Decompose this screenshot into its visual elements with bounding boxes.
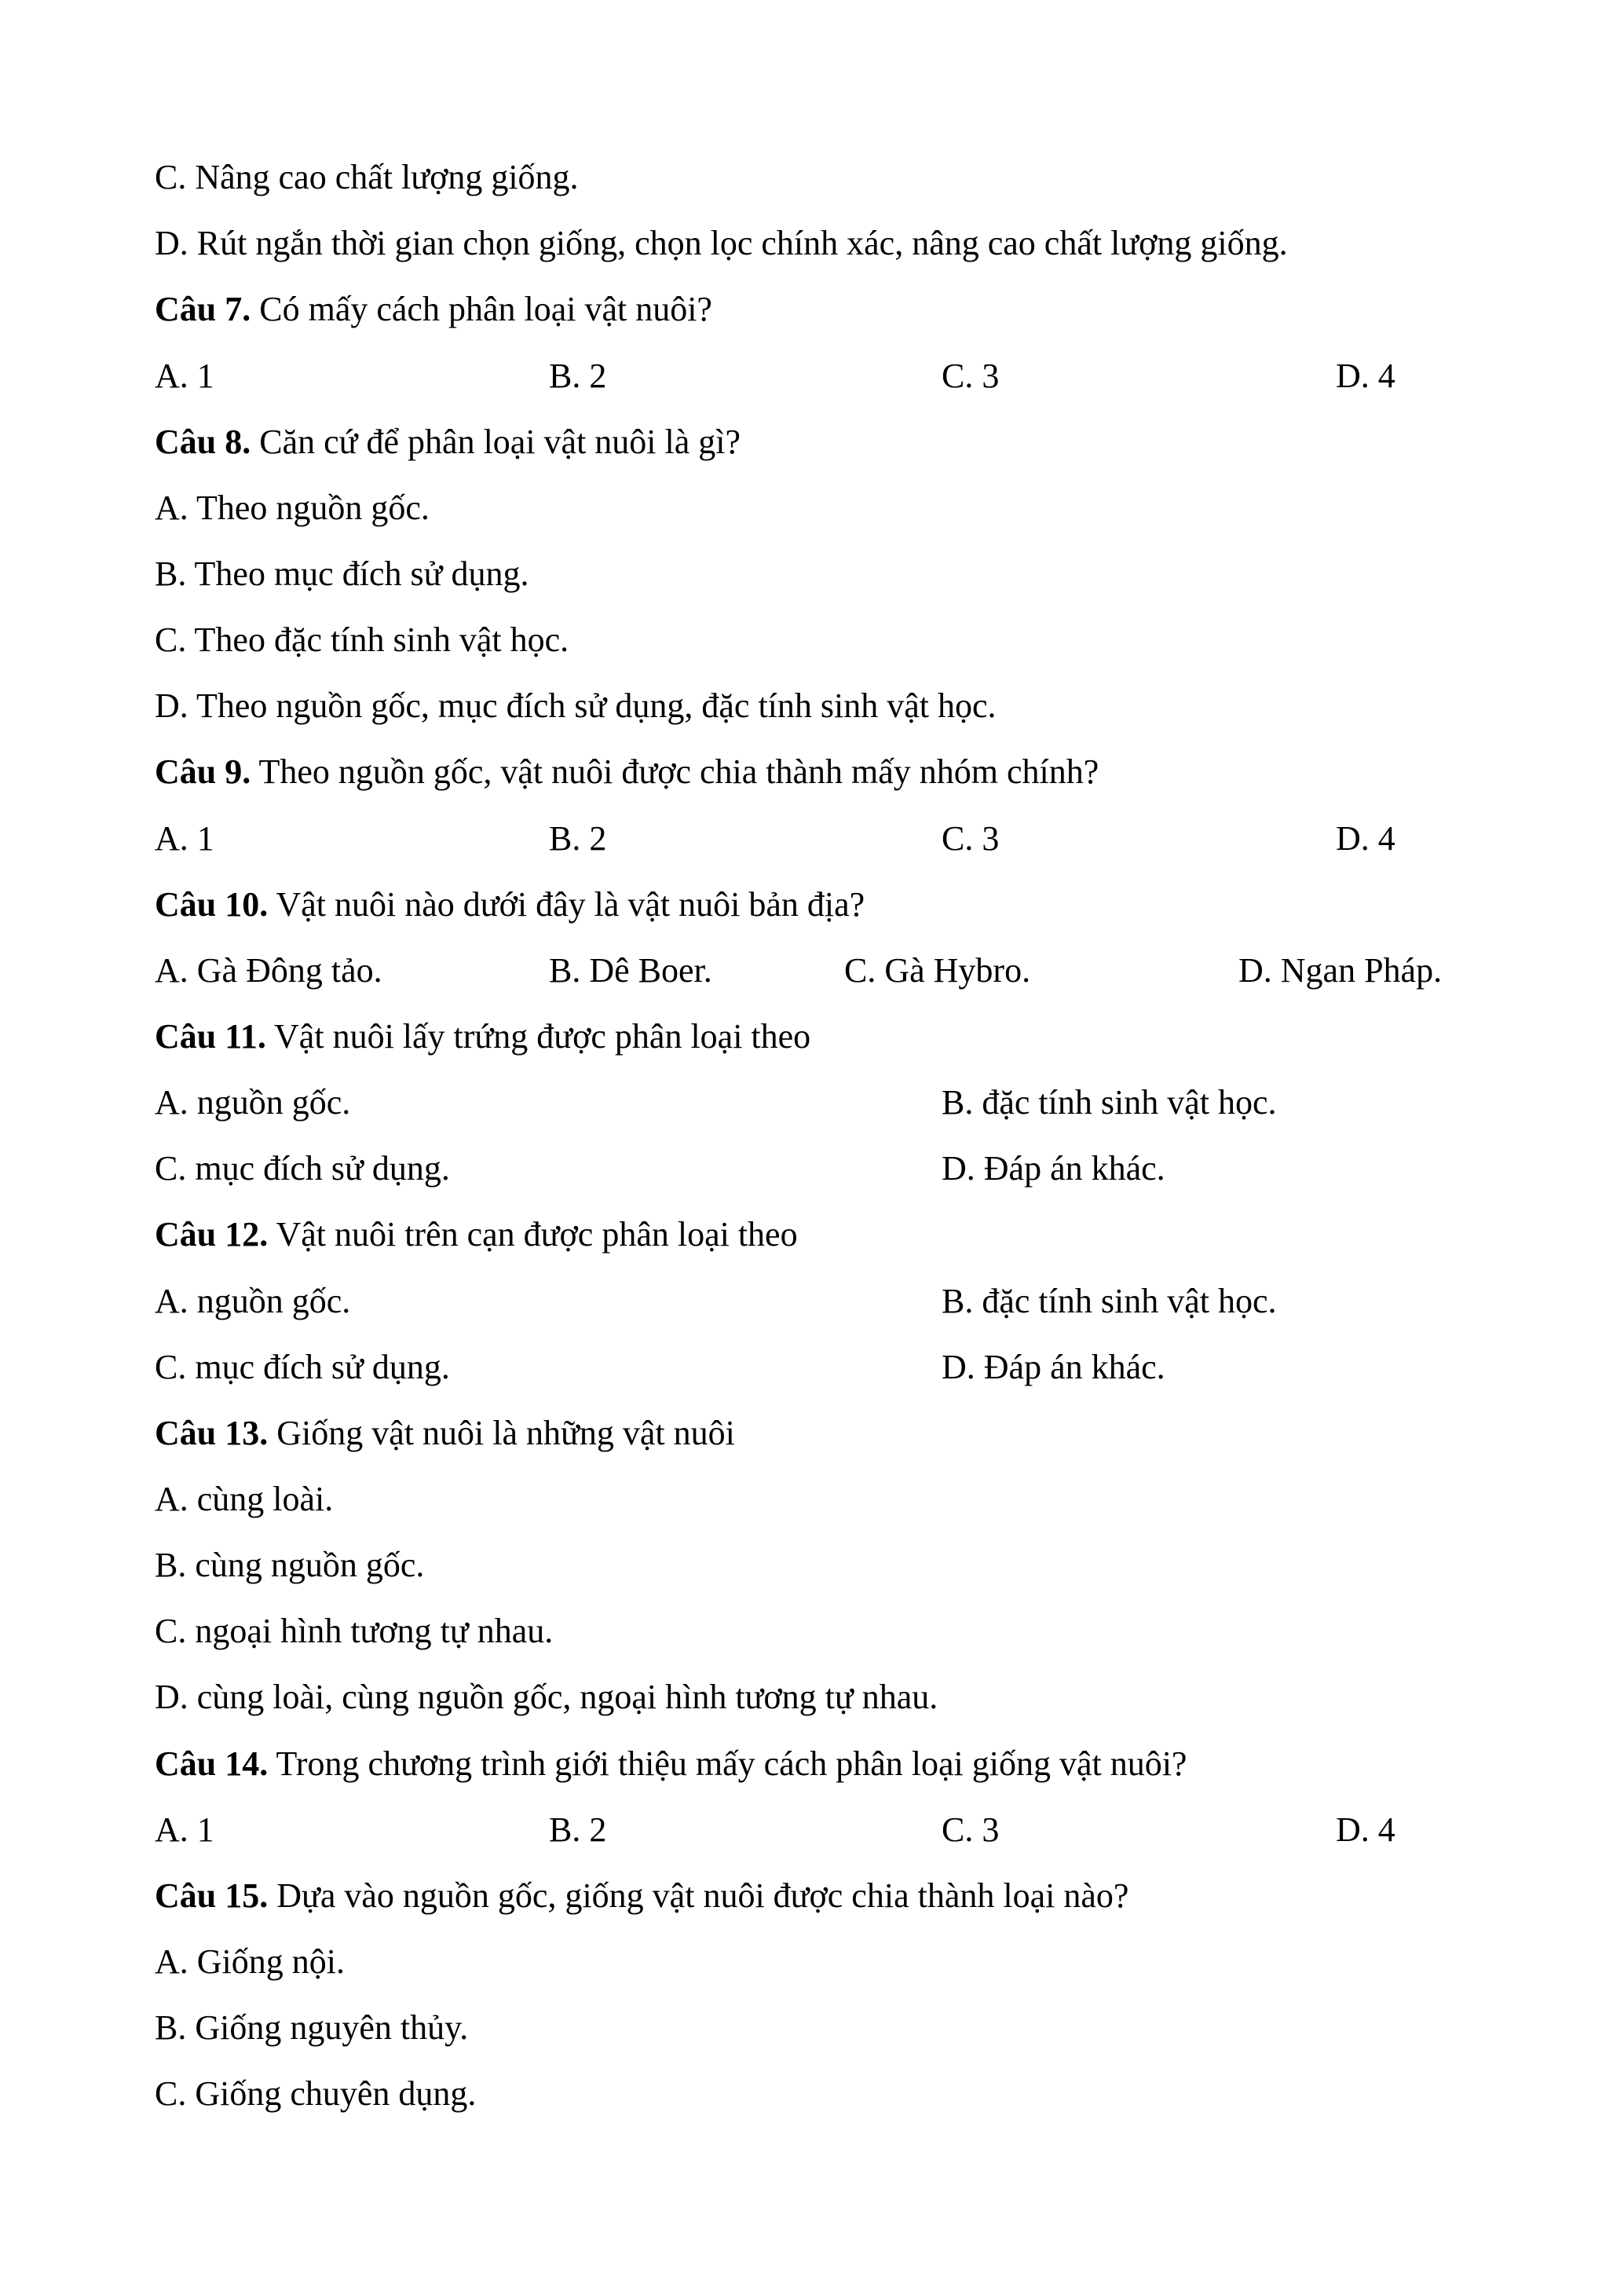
answer-option-line: C. Theo đặc tính sinh vật học. [155,620,569,660]
answer-option: C. 3 [942,356,1000,395]
question-text: Vật nuôi trên cạn được phân loại theo [268,1215,798,1254]
answer-option: A. nguồn gốc. [155,1281,351,1320]
question-number: Câu 12. [155,1215,269,1254]
answer-option: B. 2 [549,356,607,395]
question-number: Câu 14. [155,1744,269,1783]
question-number: Câu 11. [155,1017,266,1056]
answer-option: D. 4 [1336,1810,1395,1849]
answer-options-row [155,1334,1490,1400]
answer-option: B. 2 [549,1810,607,1849]
answer-option: A. nguồn gốc. [155,1083,351,1122]
question-text: Dựa vào nguồn gốc, giống vật nuôi được chia thành loại nào? [268,1876,1129,1915]
answer-options-row [155,1268,1490,1334]
answer-option: D. Ngan Pháp. [1238,950,1443,990]
answer-option-line: B. cùng nguồn gốc. [155,1546,425,1585]
question-number: Câu 13. [155,1413,269,1452]
answer-option-line: C. Giống chuyên dụng. [155,2074,477,2114]
answer-option-line: C. Nâng cao chất lượng giống. [155,158,579,196]
answer-options-row [155,343,1490,409]
question-line [155,1202,1490,1268]
question-number: Câu 9. [155,752,251,792]
answer-option: C. Gà Hybro. [844,950,1031,990]
question-text: Theo nguồn gốc, vật nuôi được chia thành mấy nhóm chính? [251,752,1099,792]
question-line [155,1731,1490,1797]
question-text: Trong chương trình giới thiệu mấy cách phân loại giống vật nuôi? [268,1744,1187,1783]
answer-option: B. đặc tính sinh vật học. [942,1281,1277,1320]
question-number: Câu 7. [155,290,251,329]
answer-option: A. 1 [155,818,214,858]
question-text: Căn cứ để phân loại vật nuôi là gì? [251,422,741,461]
answer-option-line: A. Giống nội. [155,1942,345,1982]
question-line [155,1863,1490,1929]
answer-option: C. 3 [942,818,1000,858]
answer-option-line: D. cùng loài, cùng nguồn gốc, ngoại hình tương tự nhau. [155,1678,938,1717]
answer-option: A. 1 [155,356,214,395]
question-text: Vật nuôi lấy trứng được phân loại theo [265,1017,811,1056]
question-line [155,409,1490,475]
answer-option-line: B. Giống nguyên thủy. [155,2008,469,2048]
answer-options-row [155,938,1490,1004]
question-text: Vật nuôi nào dưới đây là vật nuôi bản địa? [268,884,865,924]
question-line [155,872,1490,938]
answer-option: B. 2 [549,818,607,858]
answer-options-row [155,806,1490,872]
answer-option: D. Đáp án khác. [942,1149,1165,1188]
answer-option-line: D. Theo nguồn gốc, mục đích sử dụng, đặc tính sinh vật học. [155,686,997,726]
question-line [155,1400,1490,1466]
answer-options-row [155,1797,1490,1863]
question-number: Câu 8. [155,422,251,461]
question-line [155,276,1490,342]
answer-option: D. 4 [1336,818,1395,858]
answer-option-line: A. Theo nguồn gốc. [155,488,430,527]
question-number: Câu 15. [155,1876,269,1915]
answer-option: C. 3 [942,1810,1000,1849]
answer-option-line: B. Theo mục đích sử dụng. [155,554,529,593]
question-text: Có mấy cách phân loại vật nuôi? [251,290,712,329]
question-line [155,1004,1490,1070]
question-text: Giống vật nuôi là những vật nuôi [268,1413,735,1452]
question-number: Câu 10. [155,884,269,924]
answer-option: A. 1 [155,1810,214,1849]
question-line [155,739,1490,805]
answer-option: D. Đáp án khác. [942,1347,1165,1386]
answer-option: B. đặc tính sinh vật học. [942,1083,1277,1122]
answer-option-line: A. cùng loài. [155,1480,334,1518]
answer-option: B. Dê Boer. [549,950,712,990]
answer-options-row [155,1070,1490,1136]
answer-option: A. Gà Đông tảo. [155,950,382,990]
answer-options-row [155,1136,1490,1202]
answer-option-line: D. Rút ngắn thời gian chọn giống, chọn lọc chính xác, nâng cao chất lượng giống. [155,224,1288,263]
answer-option-line: C. ngoại hình tương tự nhau. [155,1612,554,1651]
answer-option: C. mục đích sử dụng. [155,1149,450,1188]
answer-option: D. 4 [1336,356,1395,395]
answer-option: C. mục đích sử dụng. [155,1347,450,1386]
